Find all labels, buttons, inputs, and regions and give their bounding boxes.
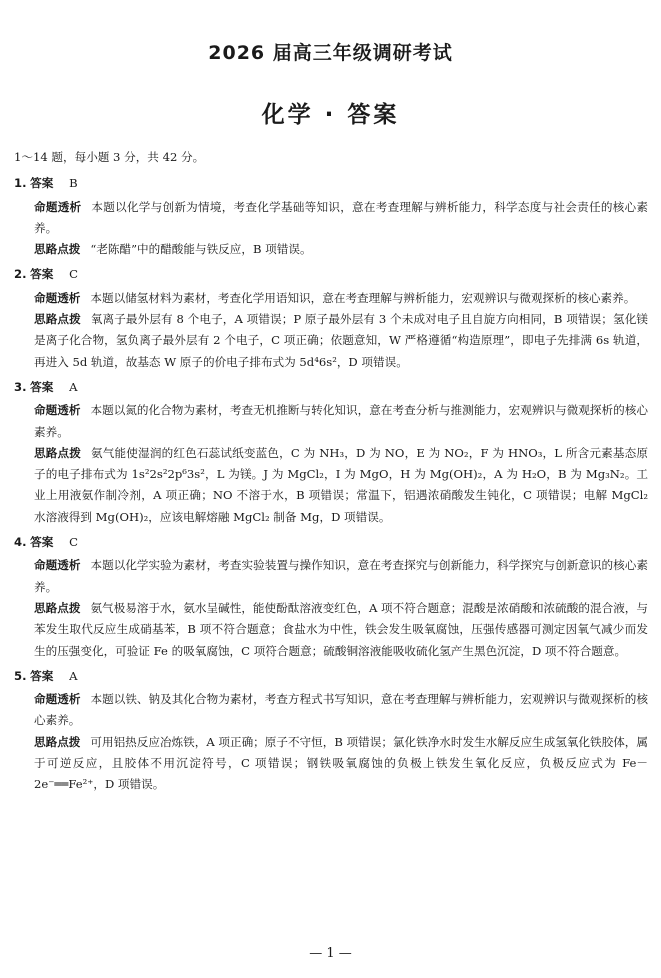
answer-label: 答案 [30, 535, 54, 550]
hint-paragraph [34, 239, 648, 260]
perspective-label: 命题透析 [34, 290, 81, 305]
question-4 [14, 532, 648, 662]
perspective-text: 本题以储氢材料为素材，考查化学用语知识，意在考查理解与辨析能力，宏观辨识与微观探析的核心素养。 [90, 290, 636, 305]
hint-text: 可用铝热反应冶炼铁，A 项正确；原子不守恒，B 项错误；氯化铁净水时发生水解反应生成氢氧化铁胶体，属于可逆反应，且胶体不用沉淀符号，C 项错误；钢铁吸氧腐蚀的负极上铁发生氧化反应，负极反应式为 Fe－2e⁻══Fe²⁺，D 项错误。 [34, 734, 648, 792]
perspective-text: 本题以铁、钠及其化合物为素材，考查方程式书写知识，意在考查理解与辨析能力，宏观辨识与微观探析的核心素养。 [34, 692, 648, 728]
hint-label: 思路点拨 [34, 242, 81, 257]
perspective-label: 命题透析 [34, 692, 81, 707]
hint-text: 氨气极易溶于水，氨水呈碱性，能使酚酞溶液变红色，A 项不符合题意；混酸是浓硝酸和浓硫酸的混合液，与苯发生取代反应生成硝基苯，B 项不符合题意；食盐水为中性，铁会发生吸氧腐蚀，压强传感器可测定因氧气减少而发生的压强变化，可验证 Fe 的吸氧腐蚀，C 项符合题意；硫酸铜溶液能吸收硫化氢产生黑色沉淀，D 项不符合题意。 [34, 600, 648, 658]
answer-label: 答案 [30, 379, 54, 394]
hint-paragraph [34, 598, 648, 662]
answer-value: B [69, 176, 78, 191]
question-5 [14, 666, 648, 796]
exam-title: 2026 届高三年级调研考试 [208, 42, 453, 64]
section-intro: 1～14 题，每小题 3 分，共 42 分。 [14, 150, 205, 164]
answer-label: 答案 [30, 267, 54, 282]
perspective-paragraph [34, 288, 648, 309]
question-2 [14, 264, 648, 372]
perspective-label: 命题透析 [34, 199, 82, 214]
answer-line [14, 666, 648, 687]
answer-line [14, 264, 648, 285]
question-number: 2. [14, 267, 27, 282]
answer-line [14, 173, 648, 194]
answer-line [14, 532, 648, 553]
page-number: — 1 — [309, 946, 352, 961]
hint-text: 氧离子最外层有 8 个电子，A 项错误；P 原子最外层有 3 个未成对电子且自旋方向相同，B 项错误；氢化镁是离子化合物，氢负离子最外层有 2 个电子，C 项正确；依题意知，W 严格遵循“构造原理”，即电子先排满 6s 轨道，再进入 5d 轨道，故基态 W 原子的价电子排布式为 5d⁴6s²，D 项错误。 [34, 312, 648, 369]
question-1 [14, 173, 648, 260]
answer-label: 答案 [30, 668, 54, 683]
hint-label: 思路点拨 [34, 734, 81, 749]
hint-paragraph [34, 443, 648, 528]
question-number: 1. [14, 176, 27, 191]
answer-value: A [69, 379, 78, 394]
question-3 [14, 377, 648, 528]
perspective-text: 本题以化学实验为素材，考查实验装置与操作知识，意在考查探究与创新能力，科学探究与创新意识的核心素养。 [34, 558, 648, 594]
hint-paragraph [34, 732, 648, 796]
subject-title: 化学 · 答案 [261, 102, 400, 128]
perspective-paragraph [34, 555, 648, 598]
answer-value: C [69, 267, 78, 282]
perspective-label: 命题透析 [34, 403, 81, 418]
question-number: 4. [14, 535, 27, 550]
hint-text: 氨气能使湿润的红色石蕊试纸变蓝色，C 为 NH₃，D 为 NO，E 为 NO₂，F 为 HNO₃，L 所含元素基态原子的电子排布式为 1s²2s²2p⁶3s²，L 为镁。J 为 MgCl₂，I 为 MgO，H 为 Mg(OH)₂，A 为 H₂O，B 为 Mg₃N₂。工业上用液氨作制冷剂，A 项正确；NO 不溶于水，B 项错误；常温下，铝遇浓硝酸发生钝化，C 项错误；电解 MgCl₂ 水溶液得到 Mg(OH)₂，应该电解熔融 MgCl₂ 制备 Mg，D 项错误。 [34, 445, 648, 524]
hint-text: “老陈醋”中的醋酸能与铁反应，B 项错误。 [90, 242, 312, 257]
hint-label: 思路点拨 [34, 600, 81, 615]
answer-value: C [69, 535, 78, 550]
answer-label: 答案 [30, 176, 54, 191]
answer-content [14, 147, 648, 800]
hint-label: 思路点拨 [34, 312, 81, 327]
perspective-paragraph [34, 197, 648, 240]
perspective-label: 命题透析 [34, 558, 81, 573]
answer-line [14, 377, 648, 398]
hint-label: 思路点拨 [34, 445, 82, 460]
perspective-text: 本题以氮的化合物为素材，考查无机推断与转化知识，意在考查分析与推测能力，宏观辨识与微观探析的核心素养。 [34, 403, 648, 439]
question-number: 5. [14, 668, 27, 683]
answer-value: A [69, 668, 78, 683]
perspective-paragraph [34, 689, 648, 732]
hint-paragraph [34, 309, 648, 373]
perspective-text: 本题以化学与创新为情境，考查化学基础等知识，意在考查理解与辨析能力，科学态度与社会责任的核心素养。 [34, 199, 648, 235]
question-number: 3. [14, 379, 27, 394]
perspective-paragraph [34, 400, 648, 443]
